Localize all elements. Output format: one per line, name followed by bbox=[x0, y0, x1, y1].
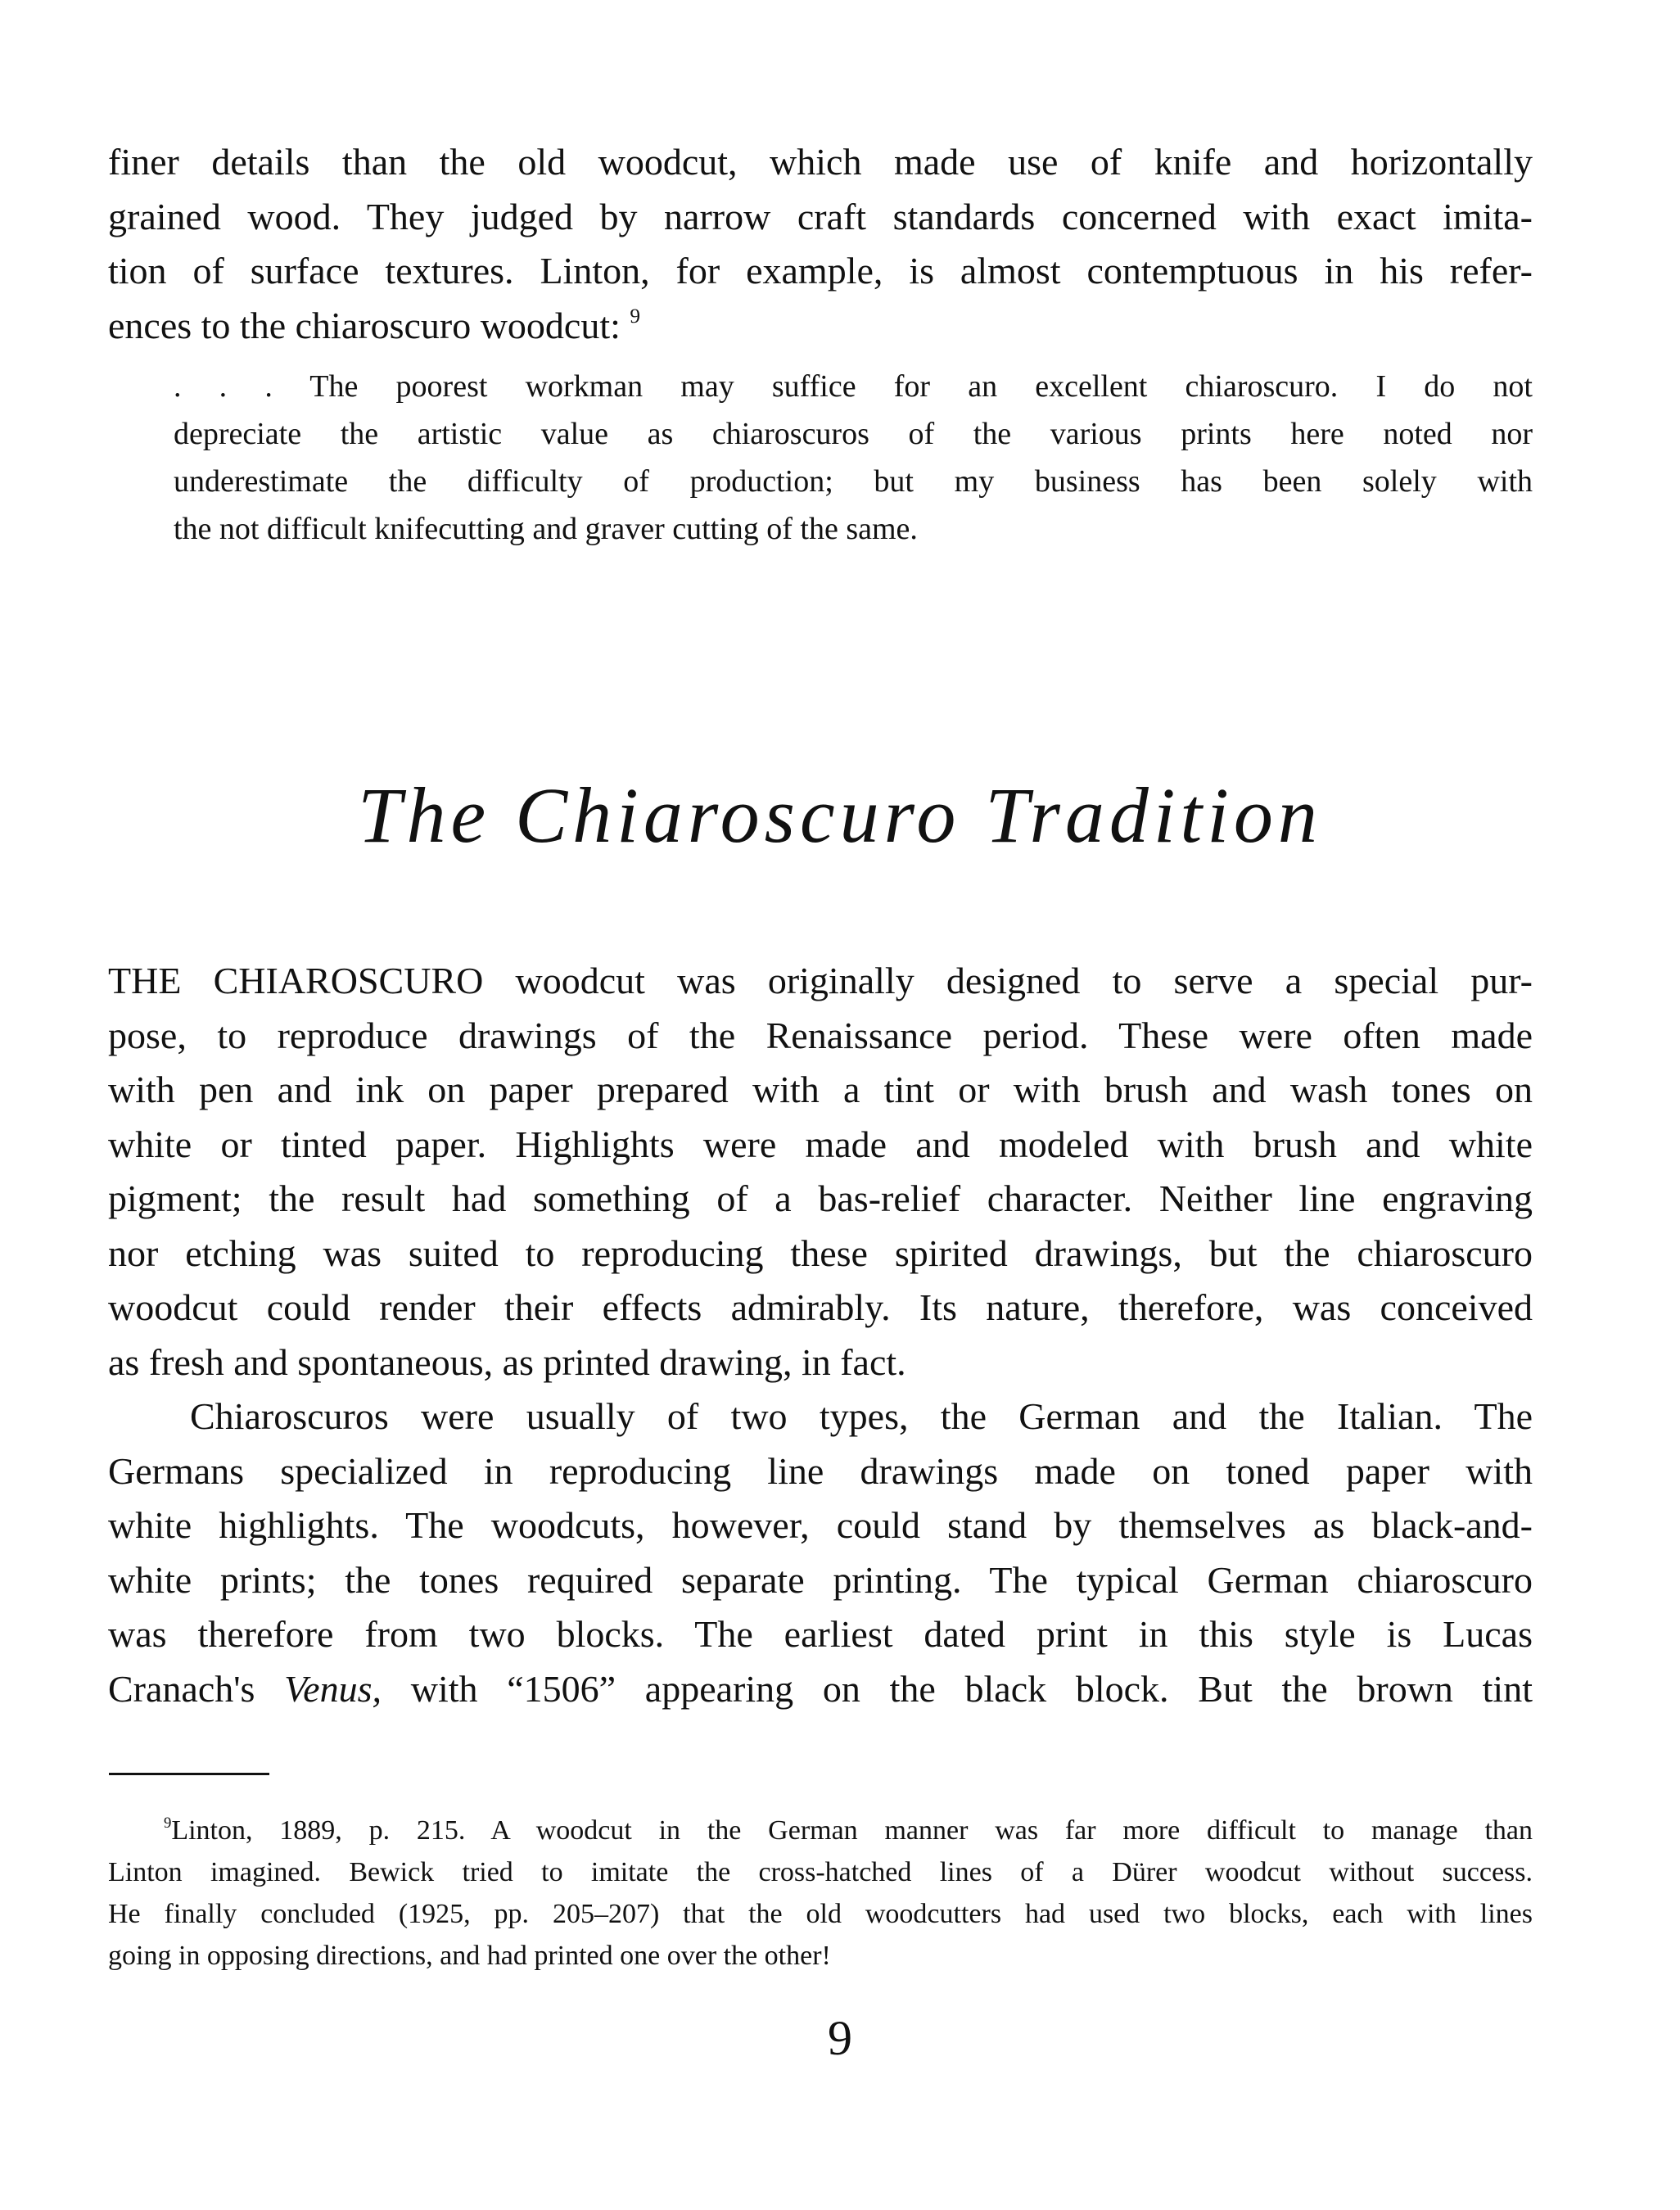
text-line: THE CHIAROSCURO woodcut was originally designed to serve a special pur- bbox=[108, 960, 1533, 1001]
text-line: woodcut could render their effects admirably. Its nature, therefore, was conceived bbox=[108, 1286, 1533, 1328]
page-number: 9 bbox=[828, 2011, 852, 2065]
footnote-line: Linton imagined. Bewick tried to imitate the cross-hatched lines of a Dürer woodcut without success. bbox=[108, 1857, 1533, 1887]
footnote-line: going in opposing directions, and had printed one over the other! bbox=[108, 1941, 831, 1971]
footnote bbox=[108, 1810, 1533, 1977]
body-paragraph-1 bbox=[108, 954, 1533, 1390]
text-run: Cranach's bbox=[108, 1667, 285, 1710]
text-line: grained wood. They judged by narrow craft standards concerned with exact imita- bbox=[108, 195, 1533, 237]
text-line: tion of surface textures. Linton, for example, is almost contemptuous in his refer- bbox=[108, 250, 1533, 292]
text-line: was therefore from two blocks. The earliest dated print in this style is Lucas bbox=[108, 1613, 1533, 1655]
top-paragraph bbox=[108, 135, 1533, 353]
quote-line: the not difficult knifecutting and graver cutting of the same. bbox=[174, 512, 918, 546]
footnote-divider bbox=[109, 1773, 269, 1775]
text-line-content: ences to the chiaroscuro woodcut: bbox=[108, 304, 621, 346]
text-line: pigment; the result had something of a bas-relief character. Neither line engraving bbox=[108, 1177, 1533, 1219]
text-line: Chiaroscuros were usually of two types, the German and the Italian. The bbox=[190, 1395, 1533, 1437]
footnote-text: Linton, 1889, p. 215. A woodcut in the German manner was far more difficult to manage than bbox=[171, 1815, 1533, 1846]
block-quote bbox=[174, 363, 1533, 553]
text-line: white or tinted paper. Highlights were made and modeled with brush and white bbox=[108, 1123, 1533, 1165]
quote-line: . . . The poorest workman may suffice for an excellent chiaroscuro. I do not bbox=[174, 369, 1533, 404]
footnote-line bbox=[108, 1810, 1533, 1851]
text-line: nor etching was suited to reproducing these spirited drawings, but the chiaroscuro bbox=[108, 1232, 1533, 1274]
section-heading: The Chiaroscuro Tradition bbox=[358, 771, 1322, 859]
footnote-line: He finally concluded (1925, pp. 205–207) that the old woodcutters had used two blocks, each with lines bbox=[108, 1899, 1533, 1929]
artwork-title: Venus, bbox=[284, 1667, 382, 1710]
text-line: white prints; the tones required separate printing. The typical German chiaroscuro bbox=[108, 1558, 1533, 1601]
quote-line: depreciate the artistic value as chiaroscuros of the various prints here noted nor bbox=[174, 417, 1533, 451]
text-line: Germans specialized in reproducing line drawings made on toned paper with bbox=[108, 1449, 1533, 1492]
footnote-marker: 9 bbox=[164, 1814, 172, 1832]
text-line bbox=[108, 1662, 1533, 1717]
text-line: finer details than the old woodcut, which made use of knife and horizontally bbox=[108, 141, 1533, 183]
text-line: with pen and ink on paper prepared with a tint or with brush and wash tones on bbox=[108, 1069, 1533, 1110]
text-run: with “1506” appearing on the black block. But the brown tint bbox=[382, 1667, 1533, 1710]
text-line: as fresh and spontaneous, as printed drawing, in fact. bbox=[108, 1340, 906, 1383]
text-line: pose, to reproduce drawings of the Renaissance period. These were often made bbox=[108, 1014, 1533, 1056]
text-line: white highlights. The woodcuts, however, could stand by themselves as black-and- bbox=[108, 1504, 1533, 1546]
text-line bbox=[108, 299, 1533, 354]
quote-line: underestimate the difficulty of production; but my business has been solely with bbox=[174, 464, 1533, 499]
footnote-reference[interactable]: 9 bbox=[630, 304, 641, 328]
body-paragraph-2 bbox=[108, 1390, 1533, 1716]
